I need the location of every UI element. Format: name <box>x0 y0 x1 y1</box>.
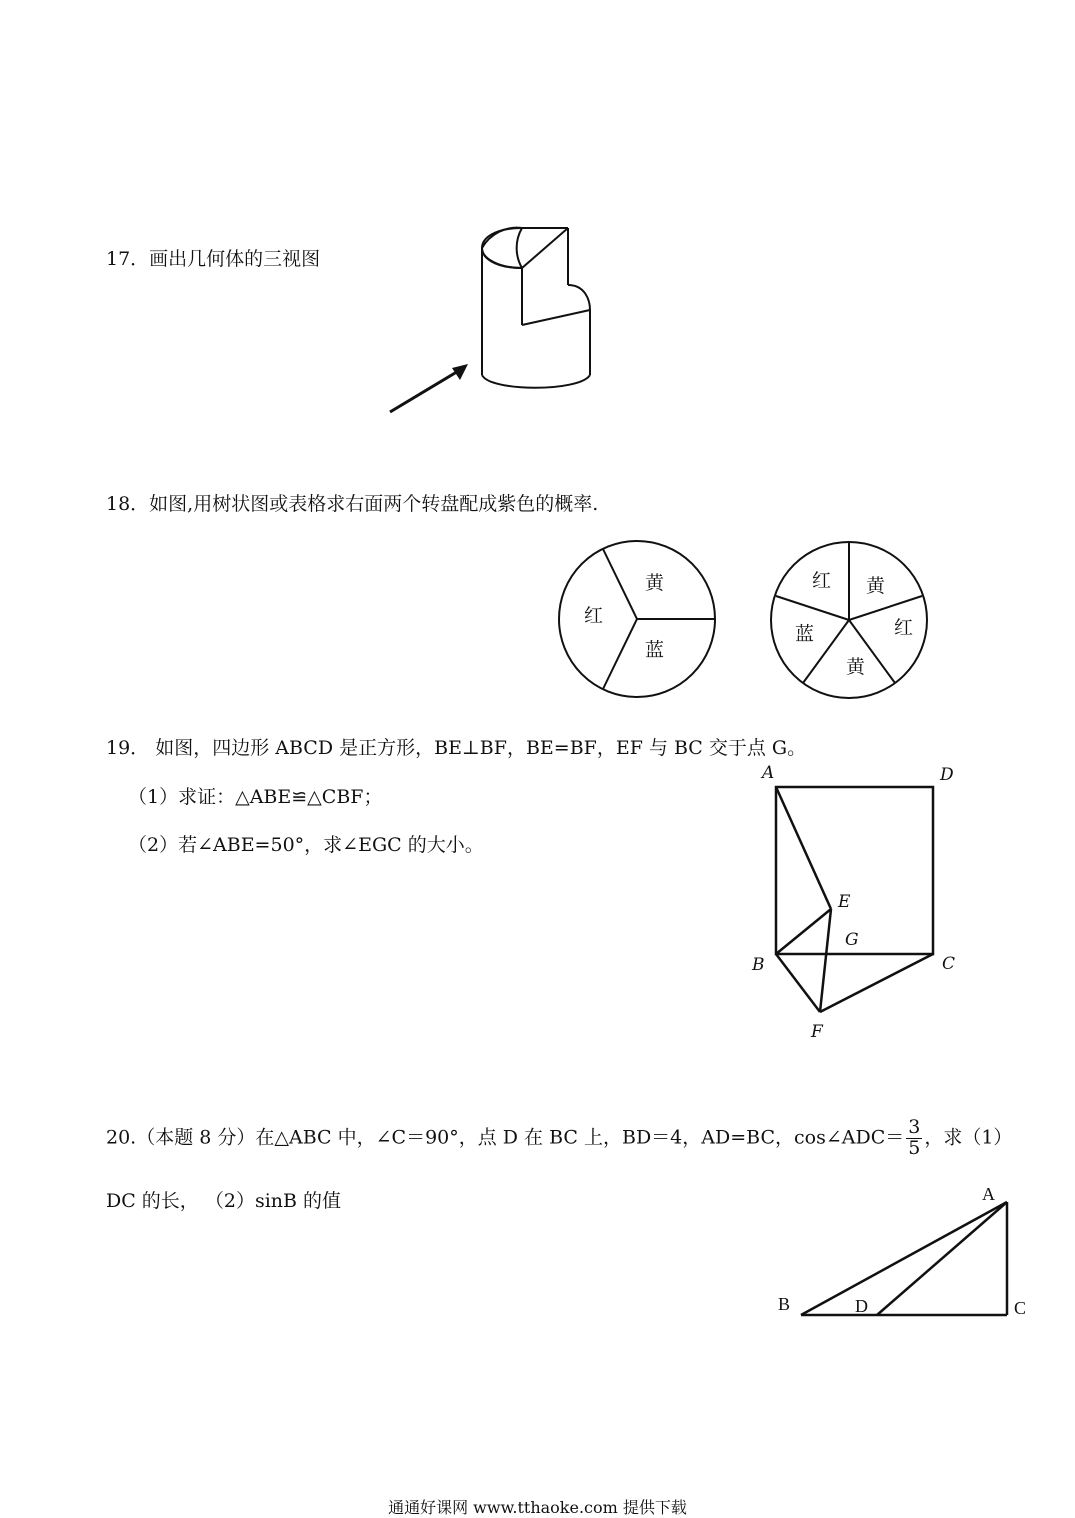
spinner2-sector-blue: 蓝 <box>795 623 815 645</box>
q19-part2: （2）若∠ABE=50°，求∠EGC 的大小。 <box>128 834 484 856</box>
page-footer: 通通好课网 www.tthaoke.com 提供下载 <box>388 1498 687 1517</box>
q19-label-A: A <box>762 763 775 783</box>
q20-line1-pre: 20.（本题 8 分）在△ABC 中，∠C＝90°，点 D 在 BC 上，BD＝4，AD=BC，cos∠ADC＝ <box>106 1126 905 1149</box>
q18-text: 18．如图,用树状图或表格求右面两个转盘配成紫色的概率. <box>106 493 599 515</box>
q20-label-C: C <box>1014 1298 1027 1318</box>
q19-text: 19． 如图，四边形 ABCD 是正方形，BE⊥BF，BE=BF，EF 与 BC 交于点 G。 <box>106 737 807 759</box>
q19-label-E: E <box>838 892 851 912</box>
q17-text: 17．画出几何体的三视图 <box>106 248 321 270</box>
q20-fraction-denominator: 5 <box>908 1136 921 1159</box>
spinner1-sector-blue: 蓝 <box>645 639 665 661</box>
q19-label-B: B <box>752 955 765 975</box>
q20-label-B: B <box>778 1294 791 1314</box>
q19-label-F: F <box>811 1022 823 1042</box>
spinner2-sector-red-2: 红 <box>894 617 914 639</box>
q19-label-D: D <box>940 765 954 785</box>
spinner2-sector-red-1: 红 <box>812 570 832 592</box>
q20-label-D: D <box>855 1296 868 1316</box>
q19-part1: （1）求证：△ABE≌△CBF； <box>128 786 383 808</box>
q19-label-C: C <box>942 954 956 974</box>
q20-line2: DC 的长， （2）sinB 的值 <box>106 1190 342 1212</box>
spinner2-sector-yellow-1: 黄 <box>866 575 886 597</box>
spinner1-sector-red: 红 <box>584 605 604 627</box>
q20-line1-post: ，求（1） <box>924 1126 1013 1149</box>
q20-label-A: A <box>982 1184 995 1204</box>
q19-label-G: G <box>845 930 859 950</box>
spinner1-sector-yellow: 黄 <box>645 572 665 594</box>
q20-fraction-numerator: 3 <box>908 1116 921 1138</box>
spinner2-sector-yellow-2: 黄 <box>846 656 866 678</box>
